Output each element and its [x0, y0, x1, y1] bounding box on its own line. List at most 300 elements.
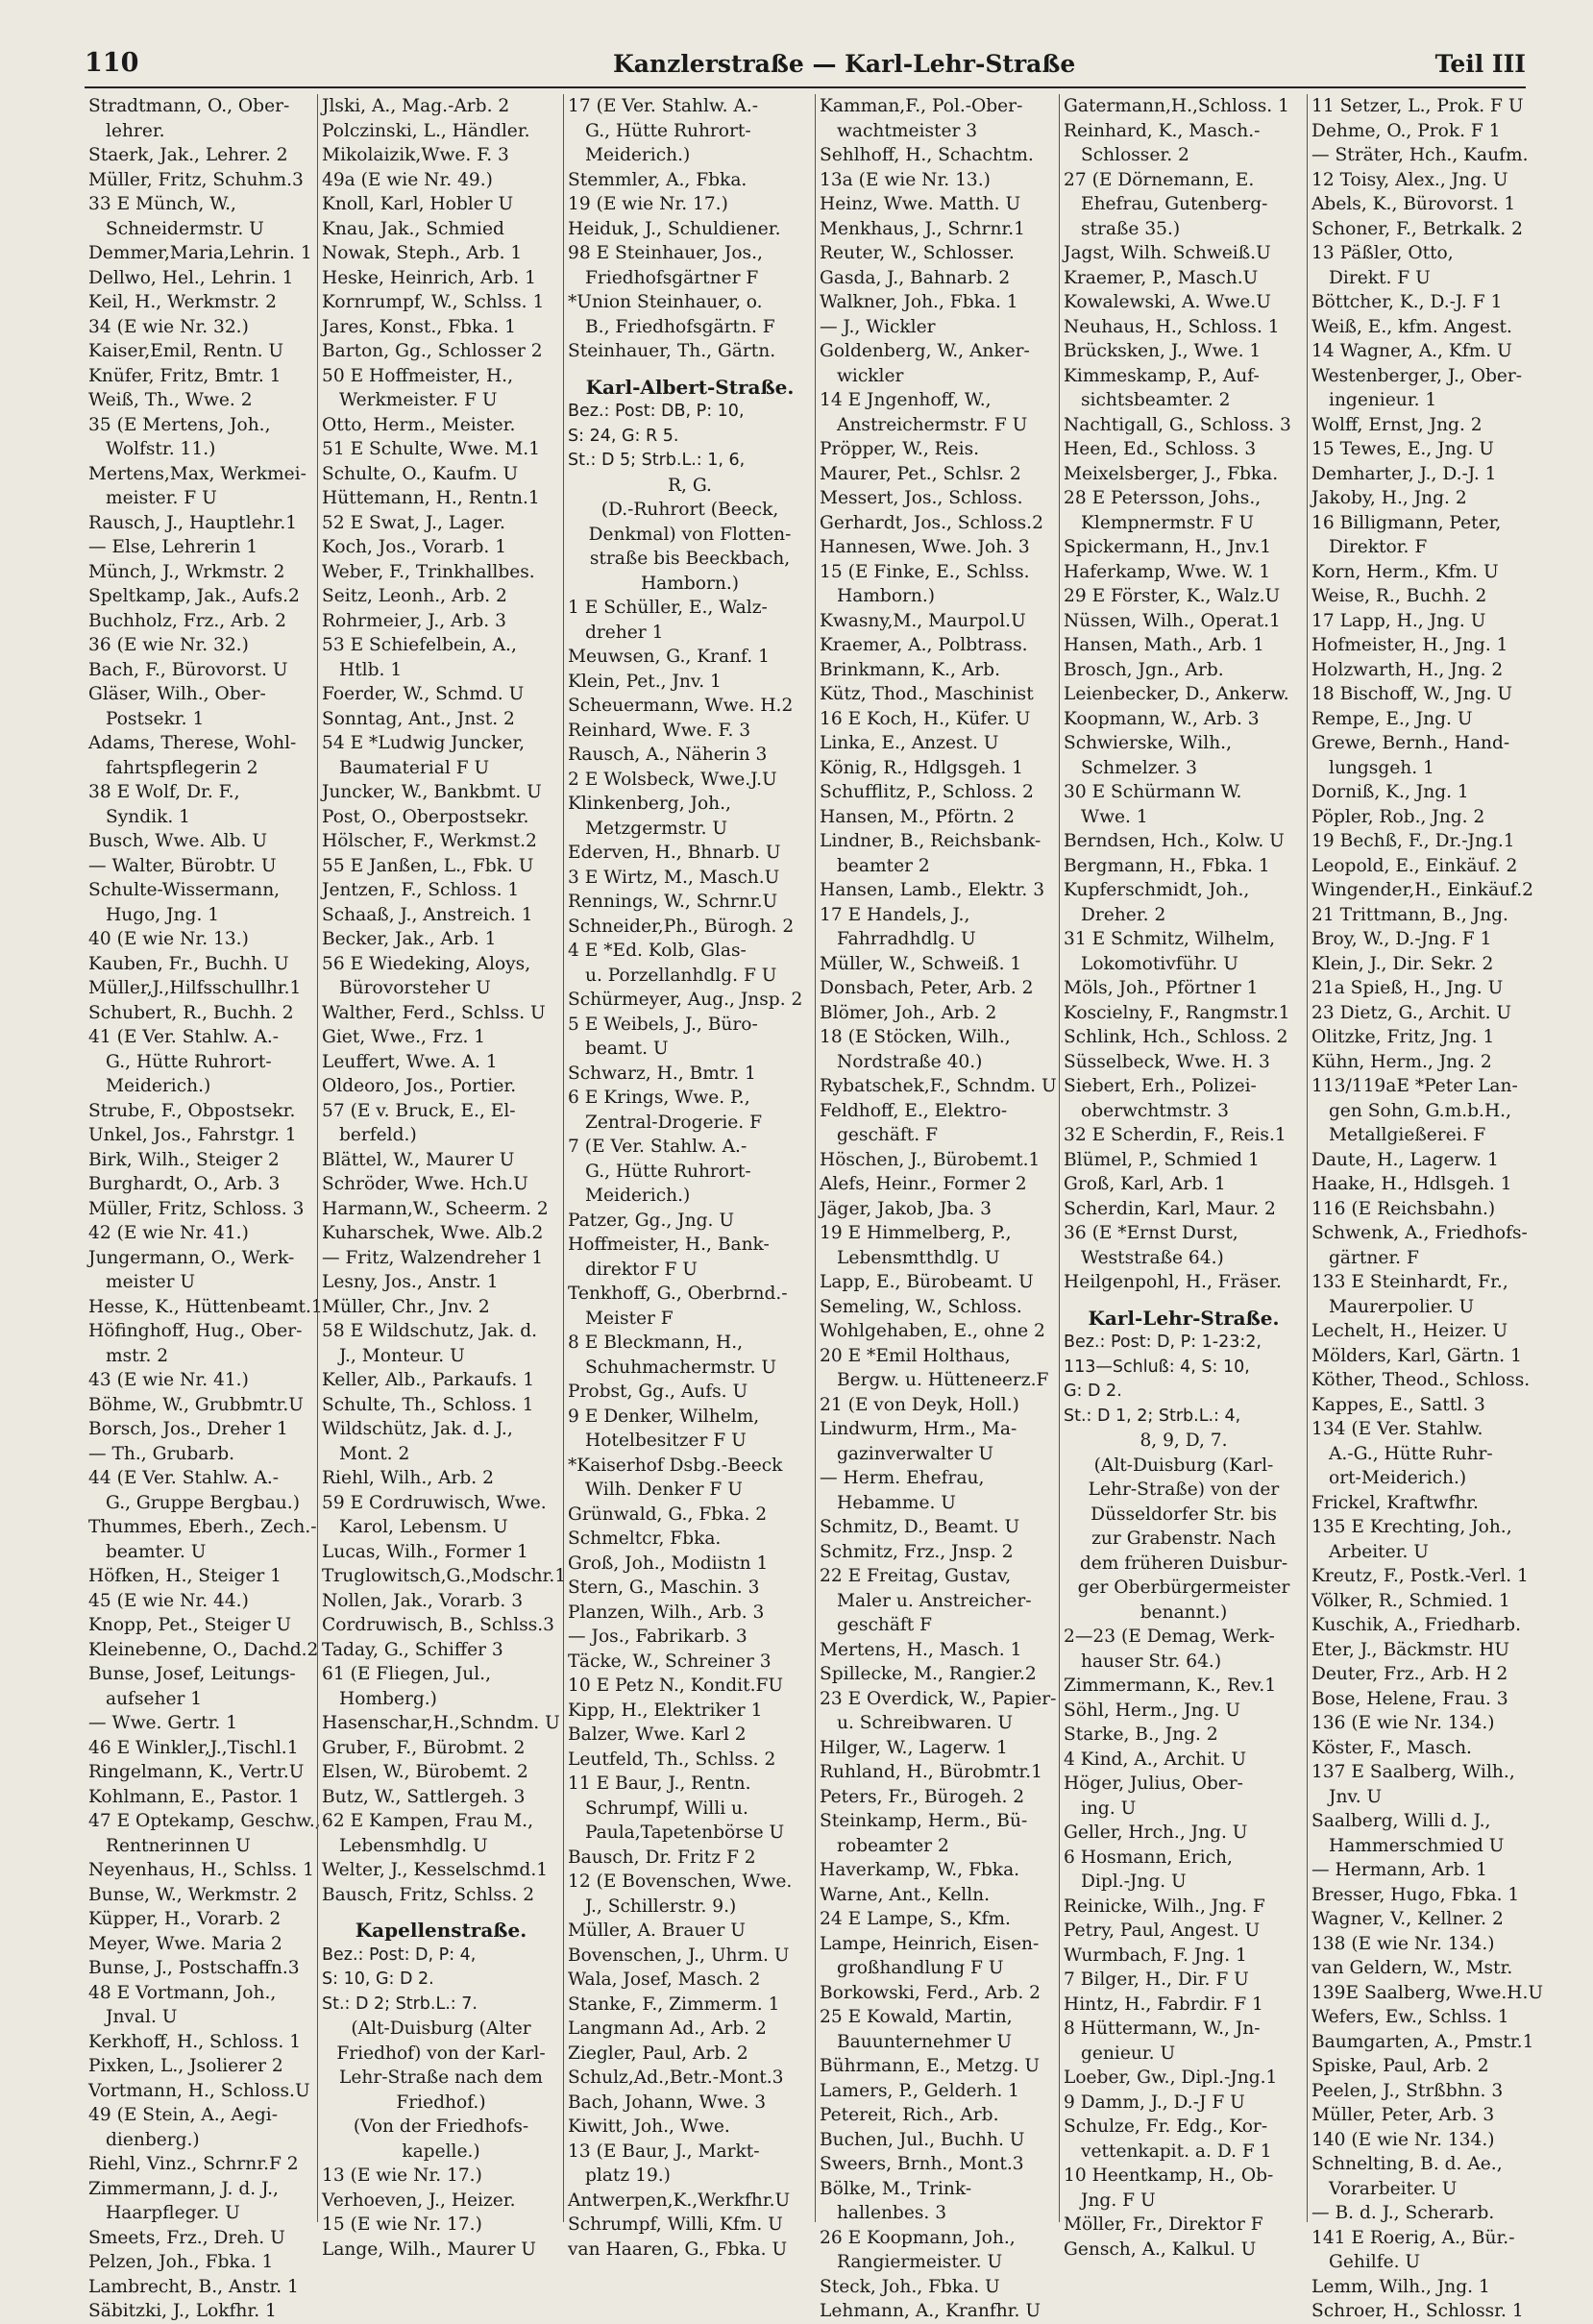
- directory-entry-line: Nollen, Jak., Vorarb. 3: [322, 1590, 524, 1611]
- directory-entry-line: Hintz, H., Fabrdir. F 1: [1064, 1994, 1263, 2015]
- directory-entry-line: Walkner, Joh., Fbka. 1: [820, 292, 1018, 312]
- directory-entry-line: Kaiser,Emil, Rentn. U: [88, 341, 284, 361]
- directory-entry-line: Olitzke, Fritz, Jng. 1: [1311, 1027, 1495, 1047]
- directory-entry-line: Starke, B., Jng. 2: [1064, 1725, 1218, 1745]
- directory-entry-line: Meixelsberger, J., Fbka.: [1064, 463, 1279, 484]
- directory-entry-line: Müller, Peter, Arb. 3: [1311, 2105, 1495, 2125]
- directory-entry-line: Saalberg, Willi d. J.,: [1311, 1811, 1491, 1831]
- directory-entry-line: Zentral-Drogerie. F: [585, 1112, 763, 1133]
- directory-entry-line: 61 (E Fliegen, Jul.,: [322, 1664, 492, 1684]
- directory-entry-line: Lemm, Wilh., Jng. 1: [1311, 2276, 1490, 2297]
- directory-entry-line: Leopold, E., Einkäuf. 2: [1311, 855, 1518, 876]
- directory-entry-line: Pöpler, Rob., Jng. 2: [1311, 806, 1485, 827]
- column-2: [317, 94, 567, 2260]
- directory-entry-line: Heilgenpohl, H., Fräser.: [1064, 1272, 1282, 1292]
- directory-entry-line: Maurerpolier. U: [1329, 1296, 1475, 1317]
- directory-entry-line: Homberg.): [339, 1688, 437, 1709]
- directory-entry-line: Schrumpf, Willi, Kfm. U: [568, 2214, 783, 2235]
- directory-entry-line: 44 (E Ver. Stahlw. A.-: [88, 1468, 280, 1488]
- directory-entry-line: ort-Meiderich.): [1329, 1468, 1467, 1488]
- directory-entry-line: Mölders, Karl, Gärtn. 1: [1311, 1345, 1522, 1366]
- directory-entry-line: 47 E Optekamp, Geschw.,: [88, 1811, 321, 1831]
- directory-entry-line: 53 E Schiefelbein, A.,: [322, 635, 517, 655]
- directory-entry-line: 22 E Freitag, Gustav,: [820, 1566, 1012, 1586]
- column-3: [563, 94, 816, 2260]
- directory-entry-line: Schulte-Wissermann,: [88, 880, 281, 900]
- directory-entry-line: Lapp, E., Bürobeamt. U: [820, 1272, 1034, 1292]
- directory-entry-line: Wilh. Denker F U: [585, 1480, 743, 1500]
- directory-entry-line: Knüfer, Fritz, Bmtr. 1: [88, 365, 282, 386]
- directory-entry-line: Ziegler, Paul, Arb. 2: [568, 2043, 748, 2064]
- directory-entry-line: Patzer, Gg., Jng. U: [568, 1210, 735, 1231]
- directory-entry-line: Lebensmtthdlg. U: [837, 1247, 1000, 1268]
- directory-entry-line: Werkmeister. F U: [339, 390, 498, 410]
- directory-entry-line: Jng. F U: [1081, 2189, 1156, 2211]
- directory-entry-line: Lucas, Wilh., Former 1: [322, 1541, 528, 1562]
- directory-entry-line: Broy, W., D.-Jng. F 1: [1311, 929, 1492, 949]
- directory-entry-line: Peelen, J., Strßbhn. 3: [1311, 2080, 1504, 2101]
- directory-entry-line: 8, 9, D, 7.: [1140, 1431, 1228, 1451]
- directory-entry-line: Ruhland, H., Bürobmtr.1: [820, 1762, 1042, 1782]
- directory-entry-line: 7 (E Ver. Stahlw. A.-: [568, 1137, 747, 1157]
- directory-entry-line: Schlosser. 2: [1081, 145, 1189, 165]
- directory-entry-line: 29 E Förster, K., Walz.U: [1064, 586, 1281, 606]
- directory-entry-line: Keil, H., Werkmstr. 2: [88, 292, 277, 312]
- directory-entry-line: Hasenschar,H.,Schndm. U: [322, 1713, 560, 1733]
- directory-entry-line: Butz, W., Sattlergeh. 3: [322, 1786, 526, 1807]
- directory-entry-line: 62 E Kampen, Frau M.,: [322, 1811, 533, 1831]
- directory-entry-line: 10 Heentkamp, H., Ob-: [1064, 2165, 1274, 2186]
- directory-entry-line: Weststraße 64.): [1081, 1247, 1224, 1268]
- directory-entry-line: van Geldern, W., Mstr.: [1311, 1958, 1513, 1978]
- directory-entry-line: Schufflitz, P., Schloss. 2: [820, 782, 1034, 802]
- directory-entry-line: Kappes, E., Sattl. 3: [1311, 1394, 1485, 1415]
- directory-entry-line: Foerder, W., Schmd. U: [322, 684, 525, 704]
- directory-entry-line: Mont. 2: [339, 1443, 410, 1464]
- directory-entry-line: 24 E Lampe, S., Kfm.: [820, 1909, 1011, 1929]
- column-1: [85, 94, 323, 2321]
- directory-entry-line: Schuhmachermstr. U: [585, 1357, 777, 1378]
- directory-entry-line: Steck, Joh., Fbka. U: [820, 2276, 1000, 2297]
- directory-entry-line: Stemmler, A., Fbka.: [568, 169, 747, 190]
- directory-entry-line: wachtmeister 3: [837, 120, 978, 141]
- directory-entry-line: 6 Hosmann, Erich,: [1064, 1847, 1233, 1868]
- directory-entry-line: Heinz, Wwe. Matth. U: [820, 194, 1021, 214]
- directory-entry-line: Seitz, Leonh., Arb. 2: [322, 586, 507, 606]
- directory-entry-line: G., Hütte Ruhrort-: [585, 1161, 751, 1182]
- directory-entry-line: 50 E Hoffmeister, H.,: [322, 365, 513, 386]
- directory-entry-line: Antwerpen,K.,Werkfhr.U: [568, 2189, 791, 2211]
- directory-entry-line: Klein, Pet., Jnv. 1: [568, 671, 722, 692]
- directory-entry-line: 116 (E Reichsbahn.): [1311, 1198, 1496, 1219]
- directory-entry-line: Münch, J., Wrkmstr. 2: [88, 561, 285, 582]
- directory-entry-line: Schneider,Ph., Bürogh. 2: [568, 916, 795, 937]
- directory-entry-line: A.-G., Hütte Ruhr-: [1329, 1443, 1493, 1464]
- directory-entry-line: Direktor. F: [1329, 537, 1428, 557]
- directory-entry-line: 19 (E wie Nr. 17.): [568, 194, 728, 214]
- directory-entry-line: Bölke, M., Trink-: [820, 2178, 972, 2199]
- directory-entry-line: Rentnerinnen U: [106, 1835, 251, 1856]
- directory-entry-line: Mertens,Max, Werkmei-: [88, 463, 306, 484]
- directory-entry-line: u. Porzellanhdlg. F U: [585, 965, 777, 986]
- directory-entry-line: G., Gruppe Bergbau.): [106, 1492, 300, 1513]
- directory-entry-line: Stradtmann, O., Ober-: [88, 96, 290, 116]
- street-heading: Karl-Albert-Straße.: [585, 375, 795, 399]
- directory-entry-line: Kleinebenne, O., Dachd.2: [88, 1639, 319, 1660]
- directory-entry-line: platz 19.): [585, 2165, 671, 2186]
- directory-entry-line: Berndsen, Hch., Kolw. U: [1064, 831, 1285, 851]
- directory-entry-line: Groß, Joh., Modiistn 1: [568, 1553, 769, 1574]
- directory-entry-line: Buchen, Jul., Buchh. U: [820, 2129, 1025, 2150]
- directory-entry-line: Demharter, J., D.-J. 1: [1311, 463, 1497, 484]
- directory-entry-line: 14 E Jngenhoff, W.,: [820, 390, 992, 410]
- directory-entry-line: Neuhaus, H., Schloss. 1: [1064, 316, 1280, 337]
- directory-entry-line: 49 (E Stein, A., Aegi-: [88, 2105, 278, 2125]
- directory-entry-line: ingenieur. 1: [1329, 390, 1437, 410]
- directory-entry-line: 38 E Wolf, Dr. F.,: [88, 782, 240, 802]
- directory-entry-line: Hebamme. U: [837, 1492, 956, 1513]
- directory-entry-line: Dellwo, Hel., Lehrin. 1: [88, 267, 294, 288]
- directory-entry-line: 138 (E wie Nr. 134.): [1311, 1933, 1495, 1954]
- directory-entry-line: 28 E Petersson, Johs.,: [1064, 488, 1262, 508]
- directory-entry-line: 12 Toisy, Alex., Jng. U: [1311, 169, 1508, 190]
- directory-entry-line: Grünwald, G., Fbka. 2: [568, 1504, 768, 1525]
- directory-entry-line: Kowalewski, A. Wwe.U: [1064, 292, 1271, 312]
- directory-entry-line: Probst, Gg., Aufs. U: [568, 1382, 748, 1402]
- directory-entry-line: Jnval. U: [106, 2007, 178, 2027]
- directory-entry-line: Schneidermstr. U: [106, 218, 264, 239]
- directory-entry-line: Blömer, Joh., Arb. 2: [820, 1002, 997, 1023]
- directory-entry-line: — Hermann, Arb. 1: [1311, 1860, 1487, 1880]
- directory-entry-line: Wohlgehaben, E., ohne 2: [820, 1321, 1045, 1341]
- directory-entry-line: Petry, Paul, Angest. U: [1064, 1920, 1261, 1941]
- directory-entry-line: Bez.: Post: D, P: 4,: [322, 1945, 477, 1965]
- directory-entry-line: 36 (E *Ernst Durst,: [1064, 1223, 1238, 1243]
- directory-entry-line: Hammerschmied U: [1329, 1835, 1505, 1856]
- column-6: [1307, 94, 1544, 2321]
- directory-entry-line: Otto, Herm., Meister.: [322, 414, 516, 435]
- directory-entry-line: Klempnermstr. F U: [1081, 512, 1255, 533]
- directory-entry-line: Müller, Chr., Jnv. 2: [322, 1296, 490, 1317]
- directory-entry-line: Blümel, P., Schmied 1: [1064, 1149, 1260, 1170]
- directory-entry-line: 55 E Janßen, L., Fbk. U: [322, 855, 534, 876]
- directory-entry-line: G: D 2.: [1064, 1382, 1122, 1401]
- directory-entry-line: Dorniß, K., Jng. 1: [1311, 782, 1469, 802]
- directory-entry-line: Koch, Jos., Vorarb. 1: [322, 537, 507, 557]
- directory-entry-line: Steinhauer, Th., Gärtn.: [568, 341, 776, 361]
- directory-entry-line: 32 E Scherdin, F., Reis.1: [1064, 1125, 1287, 1145]
- directory-entry-line: — Walter, Bürobtr. U: [88, 855, 277, 876]
- directory-entry-line: Kornrumpf, W., Schlss. 1: [322, 292, 545, 312]
- directory-entry-line: Pelzen, Joh., Fbka. 1: [88, 2252, 274, 2272]
- directory-entry-line: 4 Kind, A., Archit. U: [1064, 1749, 1247, 1770]
- directory-entry-line: Hansen, Lamb., Elektr. 3: [820, 880, 1045, 900]
- directory-entry-line: gärtner. F: [1329, 1247, 1419, 1268]
- directory-entry-line: 48 E Vortmann, Joh.,: [88, 1982, 277, 2003]
- directory-entry-line: — Th., Grubarb.: [88, 1443, 235, 1464]
- directory-entry-line: Juncker, W., Bankbmt. U: [322, 782, 542, 802]
- directory-entry-line: Meiderich.): [585, 145, 691, 165]
- directory-entry-line: Leienbecker, D., Ankerw.: [1064, 684, 1289, 704]
- directory-entry-line: Wala, Josef, Masch. 2: [568, 1969, 761, 1990]
- directory-entry-line: Müller, A. Brauer U: [568, 1920, 746, 1941]
- directory-entry-line: Linka, E., Anzest. U: [820, 733, 999, 753]
- directory-entry-line: Feldhoff, E., Elektro-: [820, 1100, 1008, 1121]
- directory-entry-line: Dipl.-Jng. U: [1081, 1871, 1187, 1892]
- directory-entry-line: aufseher 1: [106, 1688, 203, 1709]
- directory-entry-line: Hansen, Math., Arb. 1: [1064, 635, 1264, 655]
- directory-entry-line: meister U: [106, 1272, 196, 1292]
- directory-entry-line: Rangiermeister. U: [837, 2252, 1003, 2272]
- directory-entry-line: 31 E Schmitz, Wilhelm,: [1064, 929, 1275, 949]
- directory-entry-line: Steinkamp, Herm., Bü-: [820, 1811, 1028, 1831]
- directory-entry-line: 6 E Krings, Wwe. P.,: [568, 1088, 750, 1108]
- running-title: Kanzlerstraße — Karl-Lehr-Straße: [613, 50, 1076, 78]
- directory-entry-line: 54 E *Ludwig Juncker,: [322, 733, 526, 753]
- directory-entry-line: Neyenhaus, H., Schlss. 1: [88, 1860, 314, 1880]
- directory-entry-line: 30 E Schürmann W.: [1064, 782, 1242, 802]
- directory-entry-line: 8 E Bleckmann, H.,: [568, 1333, 744, 1353]
- directory-entry-line: Lehr-Straße nach dem: [339, 2067, 543, 2088]
- directory-entry-line: 13 Päßler, Otto,: [1311, 243, 1454, 263]
- directory-entry-line: Düsseldorfer Str. bis: [1091, 1504, 1277, 1525]
- directory-entry-line: lungsgeh. 1: [1329, 757, 1434, 778]
- directory-entry-line: Schlink, Hch., Schloss. 2: [1064, 1027, 1288, 1047]
- directory-entry-line: Koopmann, W., Arb. 3: [1064, 708, 1260, 729]
- directory-entry-line: Gatermann,H.,Schloss. 1: [1064, 96, 1289, 116]
- page-header: [85, 48, 1526, 88]
- directory-entry-line: Schulte, O., Kaufm. U: [322, 463, 519, 484]
- directory-entry-line: G., Hütte Ruhrort-: [585, 120, 751, 141]
- directory-entry-line: Söhl, Herm., Jng. U: [1064, 1700, 1240, 1721]
- directory-entry-line: Bunse, W., Werkmstr. 2: [88, 1884, 298, 1905]
- directory-entry-line: 27 (E Dörnemann, E.: [1064, 169, 1255, 190]
- directory-entry-line: Vorarbeiter. U: [1329, 2178, 1458, 2199]
- directory-entry-line: Cordruwisch, B., Schlss.3: [322, 1615, 554, 1635]
- directory-entry-line: Eter, J., Bäckmstr. HU: [1311, 1639, 1510, 1660]
- directory-entry-line: 17 E Handels, J.,: [820, 904, 970, 925]
- directory-entry-line: Grewe, Bernh., Hand-: [1311, 733, 1510, 753]
- directory-entry-line: Täcke, W., Schreiner 3: [568, 1651, 772, 1672]
- directory-entry-line: Borkowski, Ferd., Arb. 2: [820, 1982, 1041, 2003]
- directory-entry-line: Ehefrau, Gutenberg-: [1081, 194, 1268, 214]
- directory-entry-line: *Union Steinhauer, o.: [568, 292, 763, 312]
- directory-entry-line: 21a Spieß, H., Jng. U: [1311, 978, 1504, 998]
- directory-entry-line: Wagner, V., Kellner. 2: [1311, 1909, 1504, 1929]
- directory-entry-line: großhandlung F U: [837, 1958, 1004, 1978]
- directory-entry-line: Maurer, Pet., Schlsr. 2: [820, 463, 1021, 484]
- directory-entry-line: Planzen, Wilh., Arb. 3: [568, 1602, 765, 1623]
- directory-entry-line: Hilger, W., Lagerw. 1: [820, 1737, 1008, 1758]
- directory-entry-line: R, G.: [668, 475, 712, 496]
- directory-entry-line: Möller, Fr., Direktor F: [1064, 2214, 1263, 2235]
- directory-entry-line: Bose, Helene, Frau. 3: [1311, 1688, 1508, 1709]
- directory-entry-line: Müller, W., Schweiß. 1: [820, 953, 1022, 974]
- directory-entry-line: Gensch, A., Kalkul. U: [1064, 2238, 1257, 2260]
- directory-entry-line: Lehr-Straße) von der: [1088, 1480, 1280, 1500]
- directory-entry-line: Blättel, W., Maurer U: [322, 1149, 515, 1170]
- directory-entry-line: Süsselbeck, Wwe. H. 3: [1064, 1051, 1270, 1072]
- directory-entry-line: Jagst, Wilh. Schweiß.U: [1064, 243, 1271, 263]
- directory-entry-line: Kraemer, P., Masch.U: [1064, 267, 1259, 288]
- directory-entry-line: ing. U: [1081, 1798, 1137, 1819]
- directory-entry-line: Lindner, B., Reichsbank-: [820, 831, 1042, 851]
- directory-entry-line: Zimmermann, J. d. J.,: [88, 2178, 279, 2199]
- directory-entry-line: Deuter, Frz., Arb. H 2: [1311, 1664, 1508, 1684]
- part-label: Teil III: [1434, 50, 1526, 78]
- directory-entry-line: Reinhard, Wwe. F. 3: [568, 720, 751, 741]
- directory-entry-line: Bürovorsteher U: [339, 978, 491, 998]
- directory-entry-line: Schwenk, A., Friedhofs-: [1311, 1223, 1528, 1243]
- directory-entry-line: kapelle.): [402, 2141, 480, 2162]
- directory-entry-line: Kuschik, A., Friedharb.: [1311, 1615, 1521, 1635]
- directory-entry-line: fahrtspflegerin 2: [106, 757, 258, 778]
- directory-entry-line: Burghardt, O., Arb. 3: [88, 1174, 281, 1194]
- directory-entry-line: Bach, F., Bürovorst. U: [88, 659, 288, 680]
- directory-entry-line: 58 E Wildschutz, Jak. d.: [322, 1321, 538, 1341]
- directory-entry-line: Rohrmeier, J., Arb. 3: [322, 610, 506, 631]
- directory-entry-line: 57 (E v. Bruck, E., El-: [322, 1100, 516, 1121]
- directory-entry-line: Gasda, J., Bahnarb. 2: [820, 267, 1011, 288]
- directory-entry-line: Müller, Fritz, Schloss. 3: [88, 1198, 305, 1219]
- directory-entry-line: Müller, Fritz, Schuhm.3: [88, 169, 304, 190]
- directory-entry-line: Pixken, L., Jsolierer 2: [88, 2056, 283, 2076]
- directory-entry-line: Kiwitt, Joh., Wwe.: [568, 2116, 730, 2137]
- directory-entry-line: Mertens, H., Masch. 1: [820, 1639, 1022, 1660]
- directory-entry-line: Lebensmhdlg. U: [339, 1835, 488, 1856]
- directory-entry-line: geschäft. F: [837, 1125, 938, 1145]
- directory-entry-line: Welter, J., Kesselschmd.1: [322, 1860, 549, 1880]
- directory-entry-line: Knopp, Pet., Steiger U: [88, 1615, 292, 1635]
- directory-entry-line: 19 Bechß, F., Dr.-Jng.1: [1311, 831, 1515, 851]
- directory-entry-line: 46 E Winkler,J.,Tischl.1: [88, 1737, 299, 1758]
- directory-entry-line: 2 E Wolsbeck, Wwe.J.U: [568, 769, 777, 790]
- directory-entry-line: 59 E Cordruwisch, Wwe.: [322, 1492, 547, 1513]
- directory-entry-line: Bunse, Josef, Leitungs-: [88, 1664, 296, 1684]
- directory-entry-line: Daute, H., Lagerw. 1: [1311, 1149, 1499, 1170]
- directory-entry-line: 19 E Himmelberg, P.,: [820, 1223, 1012, 1243]
- directory-entry-line: 10 E Petz N., Kondit.FU: [568, 1676, 784, 1696]
- directory-entry-line: 43 (E wie Nr. 41.): [88, 1370, 249, 1390]
- directory-entry-line: — B. d. J., Scherarb.: [1311, 2203, 1495, 2223]
- directory-entry-line: Brosch, Jgn., Arb.: [1064, 659, 1224, 680]
- directory-entry-line: 3 E Wirtz, M., Masch.U: [568, 867, 780, 888]
- directory-entry-line: sichtsbeamter. 2: [1081, 390, 1231, 410]
- directory-entry-line: Langmann Ad., Arb. 2: [568, 2018, 767, 2039]
- directory-entry-line: 5 E Weibels, J., Büro-: [568, 1014, 758, 1035]
- directory-entry-line: Bergmann, H., Fbka. 1: [1064, 855, 1270, 876]
- directory-entry-line: Baumgarten, A., Pmstr.1: [1311, 2031, 1534, 2052]
- directory-entry-line: mstr. 2: [106, 1345, 169, 1366]
- directory-entry-line: Hansen, M., Pförtn. 2: [820, 806, 1015, 827]
- directory-entry-line: 26 E Koopmann, Joh.,: [820, 2227, 1016, 2248]
- directory-entry-line: Scherdin, Karl, Maur. 2: [1064, 1198, 1276, 1219]
- directory-entry-line: Höfinghoff, Hug., Ober-: [88, 1321, 303, 1341]
- directory-entry-line: Bausch, Fritz, Schlss. 2: [322, 1884, 535, 1905]
- directory-entry-line: Semeling, W., Schloss.: [820, 1296, 1022, 1317]
- directory-entry-line: Schaaß, J., Anstreich. 1: [322, 904, 533, 925]
- directory-entry-line: Meiderich.): [106, 1076, 211, 1096]
- directory-entry-line: Haake, H., Hdlsgeh. 1: [1311, 1174, 1512, 1194]
- directory-entry-line: Wurmbach, F. Jng. 1: [1064, 1945, 1247, 1966]
- directory-entry-line: 139E Saalberg, Wwe.H.U: [1311, 1982, 1544, 2003]
- directory-entry-line: Sonntag, Ant., Jnst. 2: [322, 708, 515, 729]
- directory-entry-line: Reinicke, Wilh., Jng. F: [1064, 1896, 1265, 1917]
- street-heading: Karl-Lehr-Straße.: [1088, 1306, 1280, 1330]
- directory-entry-line: straße bis Beeckbach,: [589, 549, 791, 569]
- directory-entry-line: Knau, Jak., Schmied: [322, 218, 504, 239]
- column-4: [815, 94, 1060, 2321]
- directory-entry-line: Ringelmann, K., Vertr.U: [88, 1762, 305, 1782]
- directory-entry-line: Böhme, W., Grubbmtr.U: [88, 1394, 304, 1415]
- directory-entry-line: Schulz,Ad.,Betr.-Mont.3: [568, 2067, 784, 2088]
- directory-entry-line: gazinverwalter U: [837, 1443, 993, 1464]
- directory-entry-line: Säbitzki, J., Lokfhr. 1: [88, 2301, 277, 2321]
- directory-entry-line: Bach, Johann, Wwe. 3: [568, 2092, 767, 2113]
- directory-entry-line: zur Grabenstr. Nach: [1091, 1529, 1276, 1549]
- directory-entry-line: Weiß, Th., Wwe. 2: [88, 390, 253, 410]
- directory-entry-line: 23 Dietz, G., Archit. U: [1311, 1002, 1512, 1023]
- directory-entry-line: Donsbach, Peter, Arb. 2: [820, 978, 1034, 998]
- directory-entry-line: Jnv. U: [1329, 1786, 1383, 1807]
- directory-entry-line: Schrumpf, Willi u.: [585, 1798, 748, 1819]
- directory-entry-line: Loeber, Gw., Dipl.-Jng.1: [1064, 2067, 1278, 2088]
- directory-entry-line: Htlb. 1: [339, 659, 403, 680]
- directory-entry-line: Leutfeld, Th., Schlss. 2: [568, 1749, 776, 1770]
- directory-entry-line: Haverkamp, W., Fbka.: [820, 1860, 1020, 1880]
- directory-entry-line: Höger, Julius, Ober-: [1064, 1774, 1243, 1794]
- directory-entry-line: (Von der Friedhofs-: [353, 2116, 529, 2137]
- directory-entry-line: Heske, Heinrich, Arb. 1: [322, 267, 536, 288]
- directory-entry-line: Messert, Jos., Schloss.: [820, 488, 1023, 508]
- directory-entry-line: 51 E Schulte, Wwe. M.1: [322, 439, 541, 459]
- directory-entry-line: Kwasny,M., Maurpol.U: [820, 610, 1026, 631]
- directory-entry-line: Hoffmeister, H., Bank-: [568, 1235, 770, 1255]
- directory-entry-line: lehrer.: [106, 120, 165, 141]
- directory-entry-line: Syndik. 1: [106, 806, 190, 827]
- directory-entry-line: 21 Trittmann, B., Jng.: [1311, 904, 1508, 925]
- directory-entry-line: Reinhard, K., Masch.-: [1064, 120, 1261, 141]
- directory-entry-line: 42 (E wie Nr. 41.): [88, 1223, 249, 1243]
- directory-entry-line: robeamter 2: [837, 1835, 949, 1856]
- directory-entry-line: Denkmal) von Flotten-: [588, 524, 792, 545]
- directory-entry-line: Vortmann, H., Schloss.U: [88, 2080, 310, 2101]
- directory-entry-line: Kohlmann, E., Pastor. 1: [88, 1786, 300, 1807]
- directory-entry-line: Jungermann, O., Werk-: [88, 1247, 295, 1268]
- directory-entry-line: G., Hütte Ruhrort-: [106, 1051, 272, 1072]
- directory-entry-line: oberwchtmstr. 3: [1081, 1100, 1229, 1121]
- directory-entry-line: — J., Wickler: [820, 316, 936, 337]
- directory-entry-line: Hugo, Jng. 1: [106, 904, 220, 925]
- directory-entry-line: Rausch, J., Hauptlehr.1: [88, 512, 298, 533]
- directory-entry-line: Jlski, A., Mag.-Arb. 2: [322, 96, 510, 116]
- directory-entry-line: Bausch, Dr. Fritz F 2: [568, 1847, 756, 1868]
- directory-entry-line: 16 E Koch, H., Küfer. U: [820, 708, 1031, 729]
- directory-entry-line: Bovenschen, J., Uhrm. U: [568, 1945, 790, 1966]
- directory-entry-line: Hamborn.): [837, 586, 936, 606]
- directory-entry-line: Völker, R., Schmied. 1: [1311, 1590, 1510, 1611]
- directory-entry-line: Alefs, Heinr., Former 2: [820, 1174, 1027, 1194]
- directory-entry-line: Zimmermann, K., Rev.1: [1064, 1676, 1277, 1696]
- directory-entry-line: u. Schreibwaren. U: [837, 1713, 1014, 1733]
- directory-entry-line: Kauben, Fr., Buchh. U: [88, 953, 289, 974]
- directory-entry-line: Stanke, F., Zimmerm. 1: [568, 1994, 780, 2015]
- directory-entry-line: 23 E Overdick, W., Papier-: [820, 1688, 1057, 1709]
- directory-entry-line: Dehme, O., Prok. F 1: [1311, 120, 1501, 141]
- directory-entry-line: Wildschütz, Jak. d. J.,: [322, 1419, 513, 1439]
- directory-entry-line: Meister F: [585, 1308, 674, 1329]
- directory-entry-line: ger Oberbürgermeister: [1077, 1578, 1290, 1598]
